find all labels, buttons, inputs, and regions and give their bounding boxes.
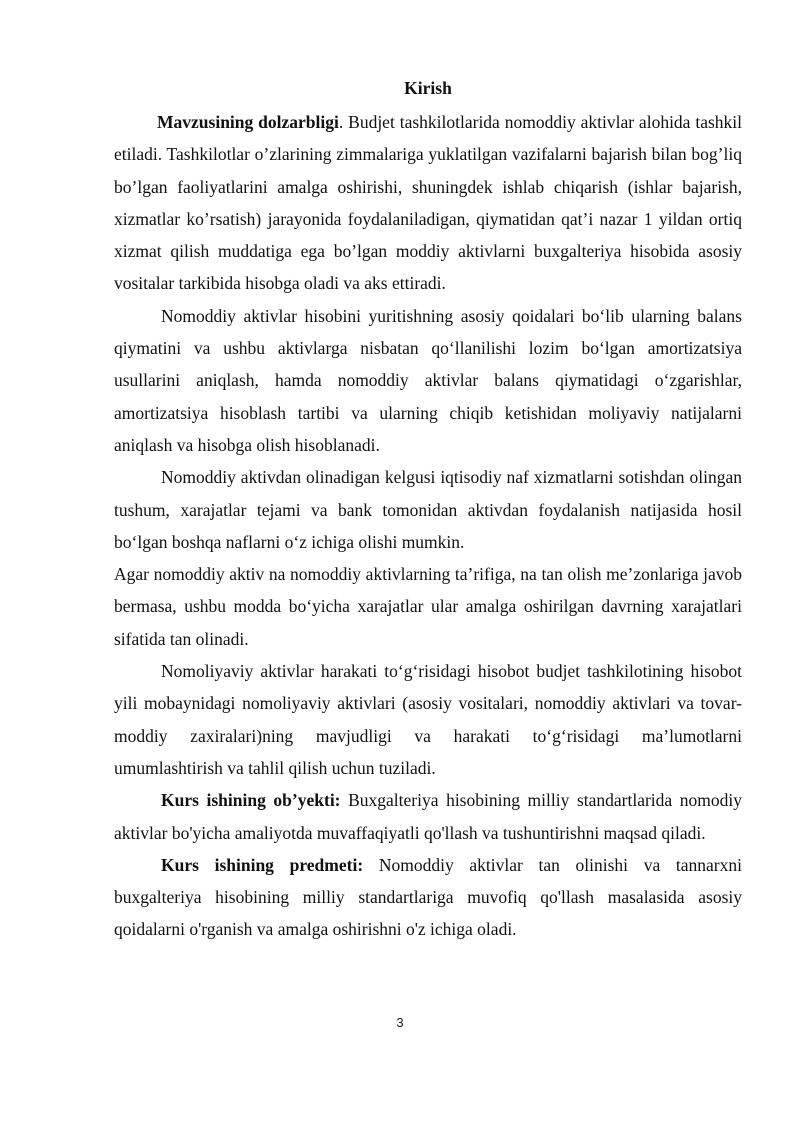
paragraph-course-object bbox=[114, 784, 742, 849]
page-number: 3 bbox=[396, 1015, 404, 1030]
paragraph-text: Nomoddiy aktivlar hisobini yuritishning asosiy qoidalari bo‘lib ularning balans qiymatini va ushbu aktivlarga nisbatan qo‘llanilishi lozim bo‘lgan amortizatsiya usullarini aniqlash, hamda nomoddiy aktivlar balans qiymatidagi o‘zgarishlar, amortizatsiya hisoblash tartibi va ularning chiqib ketishidan moliyaviy natijalarni aniqlash va hisobga olish hisoblanadi. bbox=[114, 305, 742, 455]
section-title: Kirish bbox=[404, 78, 452, 98]
paragraph-accounting-rules bbox=[114, 300, 742, 461]
paragraph-report bbox=[114, 655, 742, 784]
paragraph-text: Agar nomoddiy aktiv na nomoddiy aktivlarning ta’rifiga, na tan olish me’zonlariga javob bermasa, ushbu modda bo‘yicha xarajatlar ular amalga oshirilgan davrning xarajatlari sifatida tan olinadi. bbox=[114, 564, 742, 649]
paragraph-course-subject bbox=[114, 849, 742, 946]
document-page bbox=[114, 76, 742, 946]
paragraph-lead: Kurs ishining predmeti: bbox=[161, 854, 364, 875]
paragraph-economic-benefit bbox=[114, 461, 742, 558]
paragraph-text: Nomoddiy aktivlar tan olinishi va tannarxni buxgalteriya hisobining milliy standartlariga muvofiq qo'llash masalasida asosiy qoidalarni o'rganish va amalga oshirishni o'z ichiga oladi. bbox=[114, 854, 742, 940]
paragraph-relevance bbox=[114, 106, 742, 300]
paragraph-text: . Budjet tashkilotlarida nomoddiy aktivlar alohida tashkil etiladi. Tashkilotlar o’zlarining zimmalariga yuklatilgan vazifalarni bajarish bilan bog’liq bo’lgan faoliyatlarini amalga oshirishi, shuningdek ishlab chiqarish (ishlar bajarish, xizmatlar ko’rsatish) jarayonida foydalaniladigan, qiymatidan qat’i nazar 1 yildan ortiq xizmat qilish muddatiga ega bo’lgan moddiy aktivlarni buxgalteriya hisobida asosiy vositalar tarkibida hisobga oladi va aks ettiradi. bbox=[114, 112, 743, 294]
paragraph-lead: Mavzusining dolzarbligi bbox=[157, 112, 339, 132]
paragraph-text: Buxgalteriya hisobining milliy standartlarida nomodiy aktivlar bo'yicha amaliyotda muvaffaqiyatli qo'llash va tushuntirishni maqsad qiladi. bbox=[114, 790, 742, 843]
paragraph-lead: Kurs ishining ob’yekti: bbox=[161, 790, 341, 811]
paragraph-text: Nomoddiy aktivdan olinadigan kelgusi iqtisodiy naf xizmatlarni sotishdan olingan tushum, xarajatlar tejami va bank tomonidan aktivdan foydalanish natijasida hosil bo‘lgan boshqa naflarni o‘z ichiga olishi mumkin. bbox=[114, 467, 742, 552]
paragraph-recognition-criteria bbox=[114, 558, 742, 655]
paragraph-text: Nomoliyaviy aktivlar harakati to‘g‘risidagi hisobot budjet tashkilotining hisobot yili mobaynidagi nomoliyaviy aktivlari (asosiy vositalari, nomoddiy aktivlari va tovar-moddiy zaxiralari)ning mavjudligi va harakati to‘g‘risidagi ma’lumotlarni umumlashtirish va tahlil qilish uchun tuziladi. bbox=[114, 661, 742, 778]
